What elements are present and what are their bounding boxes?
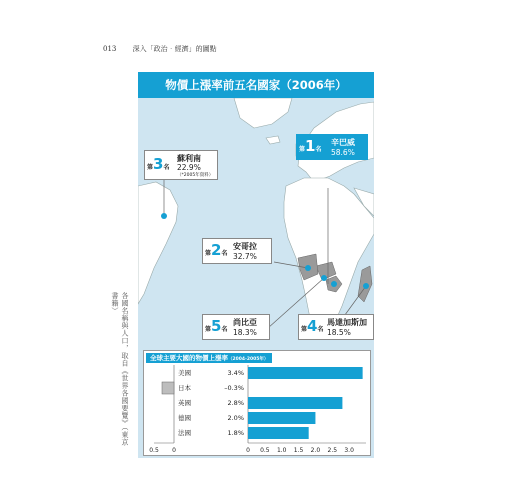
value-label: 2.8% bbox=[227, 399, 244, 407]
category-label: 德國 bbox=[178, 414, 191, 422]
page-number: 013 bbox=[103, 45, 117, 53]
category-label: 法國 bbox=[178, 429, 191, 437]
map-title: 物價上漲率前五名國家（2006年） bbox=[138, 72, 374, 98]
rank-2-label bbox=[202, 238, 272, 264]
bar bbox=[248, 367, 363, 379]
tick-label: 2.5 bbox=[327, 447, 338, 454]
chart-subtitle: （2004-2005年） bbox=[228, 357, 269, 362]
tick-label: 1.5 bbox=[293, 447, 304, 454]
tick-label: 3.0 bbox=[344, 447, 354, 454]
page-header bbox=[103, 44, 217, 54]
rank-2-country: 安哥拉 bbox=[233, 242, 257, 251]
value-label: –0.3% bbox=[224, 384, 244, 392]
category-label: 英國 bbox=[178, 399, 191, 407]
rank-3-label bbox=[144, 150, 218, 180]
bar bbox=[248, 397, 342, 409]
side-note: 各國名稱與人口，取自《世界各國要覽》（東京書籍） bbox=[111, 292, 129, 446]
tick-label: 1.0 bbox=[276, 447, 287, 454]
running-title: 深入「政治‧經濟」的圖點 bbox=[132, 45, 217, 53]
bar bbox=[162, 382, 174, 394]
chart-title-text: 全球主要大國的物價上漲率 bbox=[150, 354, 228, 362]
rank-4-label bbox=[298, 314, 374, 340]
rank-4-rate: 18.5% bbox=[327, 328, 351, 337]
inflation-bar-chart bbox=[144, 363, 370, 455]
bar bbox=[248, 412, 315, 424]
rank-5-rate: 18.3% bbox=[233, 328, 257, 337]
tick-label: 0 bbox=[246, 447, 250, 454]
category-label: 日本 bbox=[178, 384, 191, 392]
tick-label: 0.5 bbox=[260, 447, 270, 454]
tick-label: 0 bbox=[172, 447, 176, 454]
value-label: 1.8% bbox=[227, 429, 244, 437]
rank-4-badge: 第4名 bbox=[301, 317, 324, 335]
rank-3-badge: 第3名 bbox=[147, 155, 170, 173]
inflation-chart-panel bbox=[143, 350, 371, 456]
rank-3-rate: 22.9% bbox=[177, 163, 201, 172]
value-label: 3.4% bbox=[227, 369, 244, 377]
africa bbox=[284, 178, 374, 334]
rank-1-country: 辛巴威 bbox=[331, 138, 355, 147]
rank-3-country: 蘇利南 bbox=[177, 154, 201, 163]
rank-2-rate: 32.7% bbox=[233, 252, 257, 261]
rank-5-badge: 第5名 bbox=[205, 317, 228, 335]
iceland bbox=[266, 136, 280, 144]
value-label: 2.0% bbox=[227, 414, 244, 422]
south-america bbox=[138, 182, 178, 304]
tick-label: 2.0 bbox=[310, 447, 321, 454]
rank-1-rate: 58.6% bbox=[331, 148, 355, 157]
rank-5-country: 尚比亞 bbox=[233, 318, 257, 327]
rank-1-label bbox=[296, 134, 368, 160]
greenland bbox=[234, 98, 292, 128]
chart-title bbox=[146, 353, 272, 363]
rank-1-badge: 第1名 bbox=[299, 137, 322, 155]
tick-label: 0.5 bbox=[149, 447, 159, 454]
rank-4-country: 馬達加斯加 bbox=[327, 318, 367, 327]
rank-5-label bbox=[202, 314, 270, 340]
rank-3-note: （*2005年資料） bbox=[177, 173, 214, 178]
category-label: 美國 bbox=[178, 369, 191, 377]
rank-2-badge: 第2名 bbox=[205, 241, 228, 259]
bar bbox=[248, 427, 309, 439]
